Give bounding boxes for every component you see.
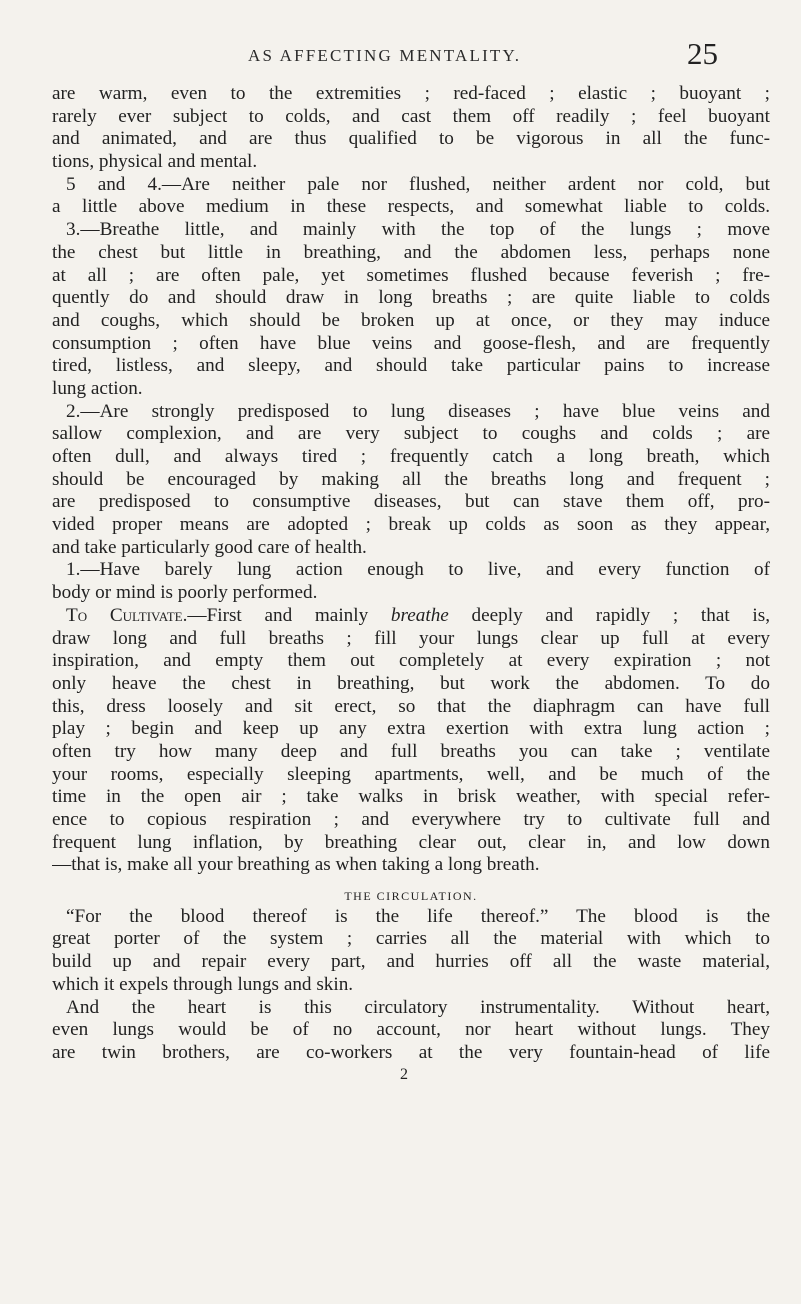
text-line: sallow complexion, and are very subject to coughs and colds ; are xyxy=(52,423,770,445)
text-line: lung action. xyxy=(52,377,143,399)
text-line: —that is, make all your breathing as when taking a long breath. xyxy=(52,854,540,876)
breathe-emphasis: breathe xyxy=(390,604,449,626)
text-line: your rooms, especially sleeping apartments, well, and be much of the xyxy=(52,763,770,785)
signature-mark: 2 xyxy=(400,1065,408,1083)
text-line: body or mind is poorly performed. xyxy=(52,582,318,604)
text-line: are warm, even to the extremities ; red-faced ; elastic ; buoyant ; xyxy=(52,83,770,104)
text-line: which it expels through lungs and skin. xyxy=(52,973,354,995)
text-line: rarely ever subject to colds, and cast them off readily ; feel buoyant xyxy=(52,105,770,127)
text-line: the chest but little in breathing, and the abdomen less, perhaps none xyxy=(52,241,770,263)
text-line: And the heart is this circulatory instrumentality. Without heart, xyxy=(66,996,770,1018)
text-line: at all ; are often pale, yet sometimes flushed because feverish ; fre- xyxy=(52,264,770,286)
text-line: even lungs would be of no account, nor heart without lungs. They xyxy=(52,1019,770,1041)
cultivate-line xyxy=(52,605,770,628)
text-line: 5 and 4.—Are neither pale nor flushed, neither ardent nor cold, but xyxy=(66,173,770,195)
text-line: frequent lung inflation, by breathing clear out, clear in, and low down xyxy=(52,831,770,853)
text-line: and take particularly good care of health. xyxy=(52,536,367,558)
page-header xyxy=(248,36,718,70)
text-line: quently do and should draw in long breaths ; are quite liable to colds xyxy=(52,287,770,309)
text-line: build up and repair every part, and hurries off all the waste material, xyxy=(52,951,770,973)
text-line: often dull, and always tired ; frequently catch a long breath, which xyxy=(52,446,770,467)
page-number: 25 xyxy=(687,36,718,71)
running-title: AS AFFECTING MENTALITY. xyxy=(248,46,522,65)
text-line: 3.—Breathe little, and mainly with the top of the lungs ; move xyxy=(66,219,770,241)
section-heading: THE CIRCULATION. xyxy=(344,889,478,904)
text-line: 2.—Are strongly predisposed to lung diseases ; have blue veins and xyxy=(66,400,770,422)
text-line: are predisposed to consumptive diseases, but can stave them off, pro- xyxy=(52,491,770,513)
text-line: should be encouraged by making all the breaths long and frequent ; xyxy=(52,468,770,490)
cultivate-rest: deeply and rapidly ; that is, xyxy=(448,604,770,626)
text-line: inspiration, and empty them out completely at every expiration ; not xyxy=(52,650,770,672)
text-line: tions, physical and mental. xyxy=(52,151,258,173)
text-line: tired, listless, and sleepy, and should take particular pains to increase xyxy=(52,355,770,377)
text-line: time in the open air ; take walks in brisk weather, with special refer- xyxy=(52,786,770,808)
text-line: vided proper means are adopted ; break up colds as soon as they appear, xyxy=(52,514,770,536)
text-line: often try how many deep and full breaths you can take ; ventilate xyxy=(52,740,770,762)
text-line: and coughs, which should be broken up at once, or they may induce xyxy=(52,309,770,331)
body-text xyxy=(52,83,770,1085)
text-line: play ; begin and keep up any extra exertion with extra lung action ; xyxy=(52,718,770,740)
text-line: a little above medium in these respects, and somewhat liable to colds. xyxy=(52,196,770,218)
text-line: this, dress loosely and sit erect, so that the diaphragm can have full xyxy=(52,695,770,717)
text-line: great porter of the system ; carries all the material with which to xyxy=(52,928,770,950)
text-line: ence to copious respiration ; and everywhere try to cultivate full and xyxy=(52,809,770,830)
text-line: 1.—Have barely lung action enough to live, and every function of xyxy=(66,559,770,581)
cultivate-dash: —First and mainly xyxy=(187,604,391,626)
text-line: only heave the chest in breathing, but work the abdomen. To do xyxy=(52,672,770,694)
text-line: consumption ; often have blue veins and goose-flesh, and are frequently xyxy=(52,332,770,354)
text-line: draw long and full breaths ; fill your lungs clear up full at every xyxy=(52,627,770,649)
text-line: are twin brothers, are co-workers at the very fountain-head of life xyxy=(52,1041,770,1063)
text-line: “For the blood thereof is the life thereof.” The blood is the xyxy=(66,905,770,927)
cultivate-lead: To Cultivate. xyxy=(66,604,188,626)
text-line: and animated, and are thus qualified to be vigorous in all the func- xyxy=(52,128,770,150)
